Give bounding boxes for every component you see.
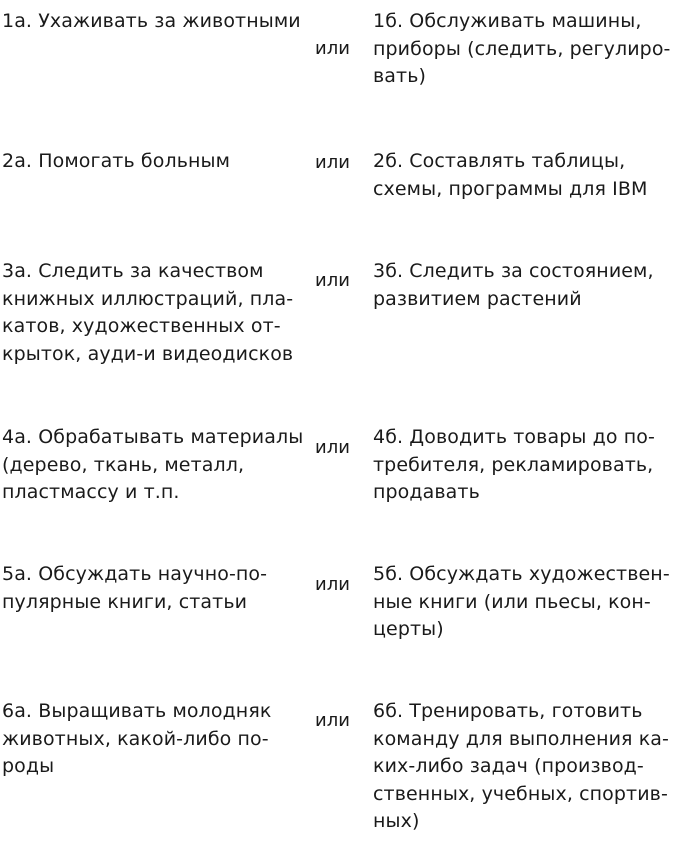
- option-2a: 2а. Помогать больным: [2, 150, 231, 172]
- or-label: или: [315, 270, 350, 291]
- or-label: или: [315, 437, 350, 458]
- option-2b: 2б. Составлять таблицы, схемы, программы для IBM: [373, 150, 648, 200]
- option-1b: 1б. Обслуживать машины, приборы (следить, регулиро- вать): [373, 10, 671, 87]
- option-5a: 5а. Обсуждать научно-по- пулярные книги, статьи: [2, 563, 268, 613]
- option-6b: 6б. Тренировать, готовить команду для выполнения ка- ких-либо задач (производ- ственных, учебных, спортив- ных): [373, 700, 669, 832]
- option-5b: 5б. Обсуждать художествен- ные книги (или пьесы, кон- церты): [373, 563, 670, 640]
- option-1a: 1а. Ухаживать за животными: [2, 10, 301, 32]
- option-6a: 6а. Выращивать молодняк животных, какой-либо по- роды: [2, 700, 272, 777]
- option-4b: 4б. Доводить товары до по- требителя, рекламировать, продавать: [373, 426, 655, 503]
- option-3a: 3а. Следить за качеством книжных иллюстраций, пла- катов, художественных от- крыток, ауди-и видеодисков: [2, 260, 294, 365]
- option-4a: 4а. Обрабатывать материалы (дерево, ткань, металл, пластмассу и т.п.: [2, 426, 304, 503]
- or-label: или: [315, 38, 350, 59]
- or-label: или: [315, 710, 350, 731]
- or-label: или: [315, 152, 350, 173]
- or-label: или: [315, 574, 350, 595]
- option-3b: 3б. Следить за состоянием, развитием растений: [373, 260, 654, 310]
